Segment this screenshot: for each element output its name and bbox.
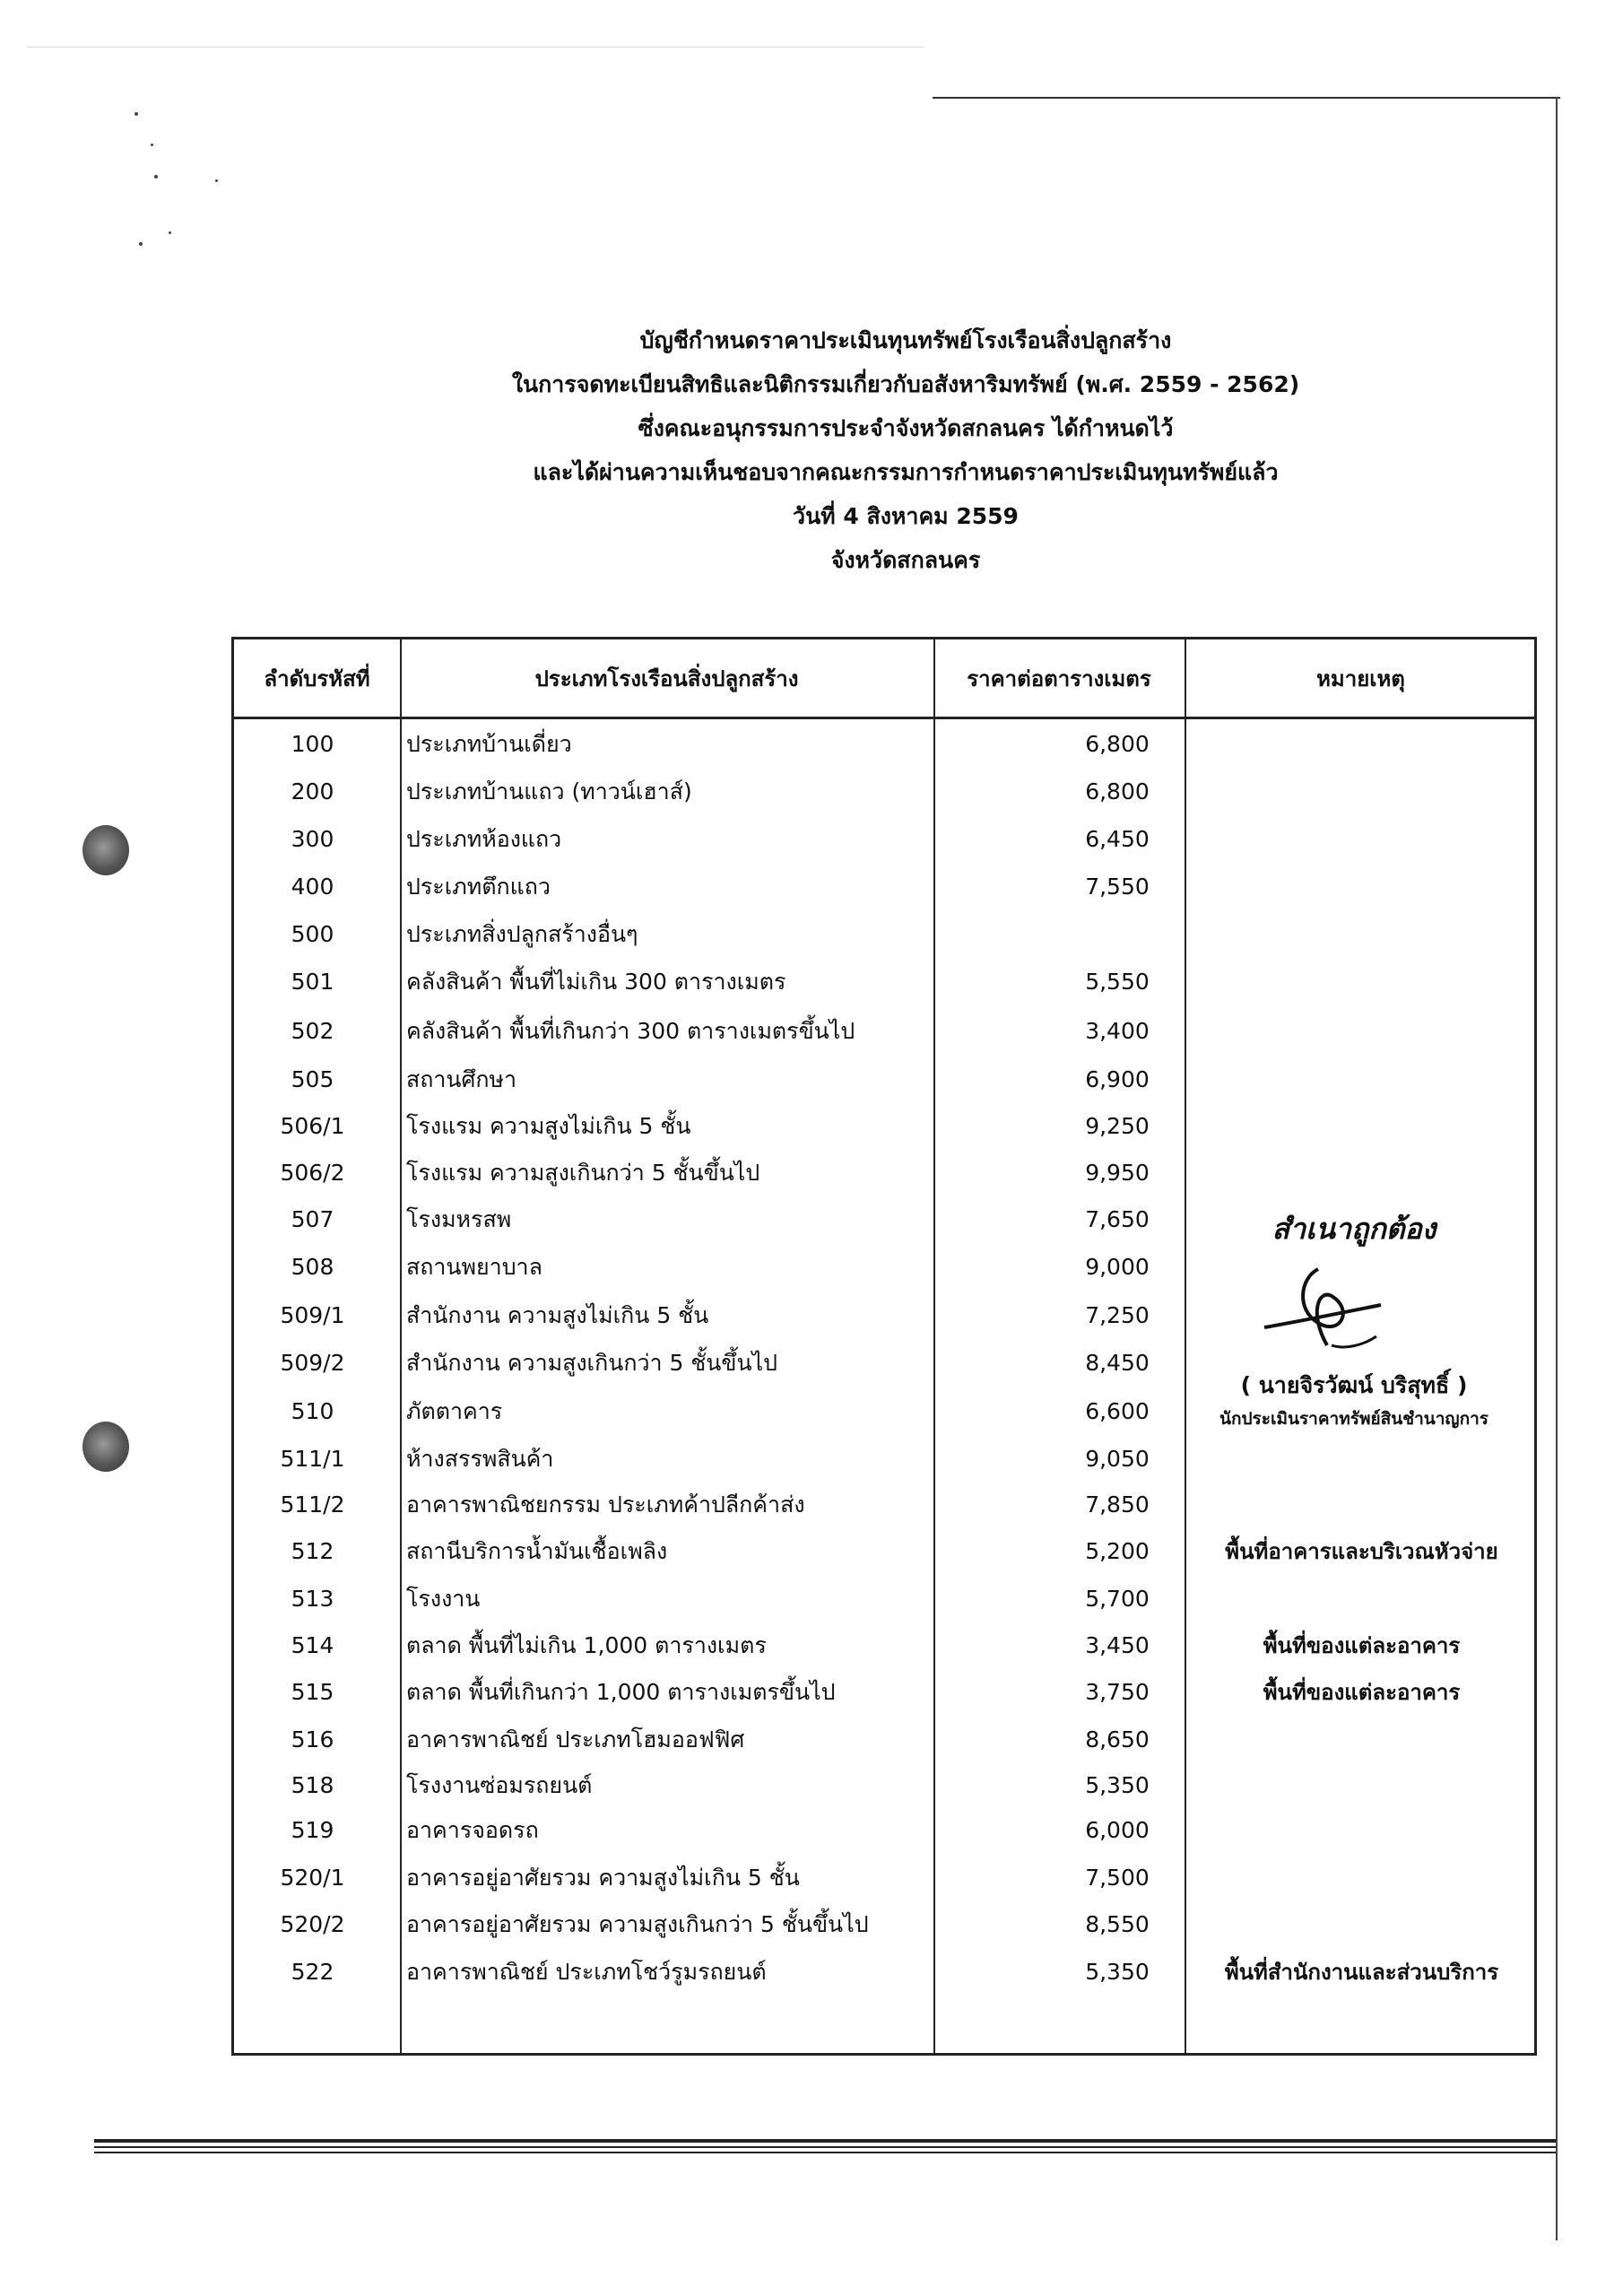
row-code: 513 <box>291 1586 334 1612</box>
row-price: 5,350 <box>1085 1959 1150 1985</box>
certification-stamp <box>1170 1206 1538 1448</box>
right-border-line <box>1556 97 1558 2240</box>
row-price: 5,350 <box>1085 1772 1150 1798</box>
row-type: ห้างสรรพสินค้า <box>406 1445 554 1472</box>
header-price: ราคาต่อตารางเมตร <box>967 665 1151 691</box>
row-note <box>1189 1716 1534 1763</box>
row-price: 3,400 <box>1085 1018 1150 1044</box>
row-price: 7,850 <box>1085 1492 1150 1518</box>
row-price: 8,650 <box>1085 1726 1150 1752</box>
officer-position: นักประเมินราคาทรัพย์สินชำนาญการ <box>1219 1409 1488 1429</box>
province-line: จังหวัดสกลนคร <box>830 547 981 573</box>
header-code: ลำดับรหัสที่ <box>264 665 370 691</box>
document-subtitle: ในการจดทะเบียนสิทธิและนิติกรรมเกี่ยวกับอสังหาริมทรัพย์ (พ.ศ. 2559 - 2562) <box>511 371 1300 397</box>
signature-mark <box>1255 1260 1390 1363</box>
scan-speck <box>169 231 171 234</box>
table-row <box>234 863 1534 910</box>
row-type: ประเภทบ้านแถว (ทาวน์เฮาส์) <box>406 778 692 804</box>
row-note: พื้นที่ของแต่ละอาคาร <box>1263 1680 1461 1705</box>
scan-edge-line <box>27 47 924 48</box>
row-note <box>1189 1007 1534 1055</box>
document-header <box>377 318 1435 582</box>
row-code: 520/2 <box>280 1911 345 1937</box>
scan-speck <box>154 175 158 178</box>
table-row <box>234 815 1534 863</box>
row-price: 7,250 <box>1085 1302 1150 1328</box>
row-price: 6,450 <box>1085 826 1150 852</box>
row-type: โรงงานซ่อมรถยนต์ <box>406 1771 593 1798</box>
row-code: 502 <box>291 1018 334 1044</box>
table-row <box>234 1716 1534 1763</box>
row-type: ประเภทสิ่งปลูกสร้างอื่นๆ <box>406 920 638 947</box>
row-price: 5,200 <box>1085 1538 1150 1564</box>
row-type: สำนักงาน ความสูงเกินกว่า 5 ชั้นขึ้นไป <box>406 1349 778 1376</box>
row-note <box>1189 863 1534 910</box>
table-row <box>234 720 1534 768</box>
row-code: 501 <box>291 969 334 995</box>
row-note <box>1189 1056 1534 1103</box>
row-price: 7,650 <box>1085 1206 1150 1232</box>
table-row <box>234 1948 1534 1996</box>
row-note <box>1189 1102 1534 1150</box>
row-type: ประเภทบ้านเดี่ยว <box>406 730 572 757</box>
row-code: 518 <box>291 1772 334 1798</box>
row-code: 511/2 <box>280 1492 345 1518</box>
row-type: สำนักงาน ความสูงไม่เกิน 5 ชั้น <box>406 1301 709 1328</box>
table-row <box>234 1622 1534 1669</box>
row-code: 508 <box>291 1254 334 1280</box>
row-type: ภัตตาคาร <box>406 1397 503 1424</box>
row-type: สถานศึกษา <box>406 1065 517 1092</box>
row-price: 6,000 <box>1085 1817 1150 1843</box>
row-type: ประเภทห้องแถว <box>406 825 562 852</box>
row-type: สถานพยาบาล <box>406 1253 542 1280</box>
row-type: อาคารพาณิชย์ ประเภทโฮมออฟฟิศ <box>406 1726 745 1752</box>
row-price: 9,050 <box>1085 1446 1150 1472</box>
row-type: โรงแรม ความสูงไม่เกิน 5 ชั้น <box>406 1112 691 1139</box>
row-note <box>1189 1761 1534 1809</box>
row-type: อาคารอยู่อาศัยรวม ความสูงเกินกว่า 5 ชั้นขึ้นไป <box>406 1910 869 1937</box>
row-type: ตลาด พื้นที่เกินกว่า 1,000 ตารางเมตรขึ้นไป <box>406 1678 836 1705</box>
bottom-rule <box>94 2139 1556 2143</box>
row-type: โรงงาน <box>406 1585 481 1612</box>
row-code: 522 <box>291 1959 334 1985</box>
row-price: 9,950 <box>1085 1160 1150 1186</box>
row-note <box>1189 1149 1534 1196</box>
row-code: 516 <box>291 1726 334 1752</box>
row-type: อาคารพาณิชย์ ประเภทโชว์รูมรถยนต์ <box>406 1958 767 1985</box>
row-price: 6,800 <box>1085 778 1150 804</box>
row-price: 6,800 <box>1085 731 1150 757</box>
table-row <box>234 1668 1534 1716</box>
row-price: 3,450 <box>1085 1632 1150 1658</box>
table-row <box>234 1149 1534 1196</box>
date-line: วันที่ 4 สิงหาคม 2559 <box>793 503 1019 529</box>
row-code: 200 <box>291 778 334 804</box>
table-row <box>234 1806 1534 1854</box>
table-row <box>234 1854 1534 1901</box>
row-code: 519 <box>291 1817 334 1843</box>
row-code: 400 <box>291 874 334 900</box>
row-price: 5,700 <box>1085 1586 1150 1612</box>
row-code: 509/1 <box>280 1302 345 1328</box>
row-code: 509/2 <box>280 1350 345 1376</box>
document-title: บัญชีกำหนดราคาประเมินทุนทรัพย์โรงเรือนสิ่งปลูกสร้าง <box>639 327 1172 353</box>
row-type: โรงมหรสพ <box>406 1205 512 1232</box>
row-price: 6,900 <box>1085 1066 1150 1092</box>
scan-speck <box>135 112 138 116</box>
row-code: 520/1 <box>280 1865 345 1891</box>
row-price: 9,000 <box>1085 1254 1150 1280</box>
row-note: พื้นที่อาคารและบริเวณหัวจ่าย <box>1225 1539 1498 1564</box>
bottom-rule <box>94 2146 1556 2148</box>
row-price: 5,550 <box>1085 969 1150 995</box>
row-price: 7,500 <box>1085 1865 1150 1891</box>
row-type: อาคารอยู่อาศัยรวม ความสูงไม่เกิน 5 ชั้น <box>406 1864 800 1891</box>
row-code: 512 <box>291 1538 334 1564</box>
row-code: 500 <box>291 921 334 947</box>
top-border-line <box>933 97 1560 99</box>
header-type: ประเภทโรงเรือนสิ่งปลูกสร้าง <box>534 665 799 691</box>
row-type: คลังสินค้า พื้นที่เกินกว่า 300 ตารางเมตรขึ้นไป <box>406 1017 855 1044</box>
row-note: พื้นที่ของแต่ละอาคาร <box>1263 1633 1461 1658</box>
row-type: อาคารพาณิชยกรรม ประเภทค้าปลีกค้าส่ง <box>406 1491 805 1518</box>
row-type: ตลาด พื้นที่ไม่เกิน 1,000 ตารางเมตร <box>406 1631 767 1658</box>
punch-hole <box>82 825 129 875</box>
row-code: 511/1 <box>280 1446 345 1472</box>
row-code: 514 <box>291 1632 334 1658</box>
table-row <box>234 1056 1534 1103</box>
table-row <box>234 1761 1534 1809</box>
table-row <box>234 1527 1534 1575</box>
header-divider <box>234 717 1534 719</box>
row-type: ประเภทตึกแถว <box>406 873 551 900</box>
row-note <box>1189 1806 1534 1854</box>
table-row <box>234 1900 1534 1948</box>
scan-speck <box>151 144 153 146</box>
table-row <box>234 1575 1534 1622</box>
committee-line: ซึ่งคณะอนุกรรมการประจำจังหวัดสกลนคร ได้กำหนดไว้ <box>638 415 1174 441</box>
row-code: 300 <box>291 826 334 852</box>
table-row <box>234 1102 1534 1150</box>
row-price: 7,550 <box>1085 874 1150 900</box>
row-note <box>1189 1900 1534 1948</box>
row-code: 506/2 <box>280 1160 345 1186</box>
row-price: 6,600 <box>1085 1398 1150 1424</box>
row-note <box>1189 1481 1534 1528</box>
row-price: 8,550 <box>1085 1911 1150 1937</box>
row-note <box>1189 910 1534 958</box>
row-type: สถานีบริการน้ำมันเชื้อเพลิง <box>406 1537 668 1564</box>
approval-line: และได้ผ่านความเห็นชอบจากคณะกรรมการกำหนดราคาประเมินทุนทรัพย์แล้ว <box>533 459 1279 485</box>
row-note <box>1189 1854 1534 1901</box>
row-type: คลังสินค้า พื้นที่ไม่เกิน 300 ตารางเมตร <box>406 968 786 995</box>
row-note <box>1189 958 1534 1005</box>
row-type: โรงแรม ความสูงเกินกว่า 5 ชั้นขึ้นไป <box>406 1159 760 1186</box>
row-code: 507 <box>291 1206 334 1232</box>
row-type: อาคารจอดรถ <box>406 1816 539 1843</box>
row-code: 506/1 <box>280 1113 345 1139</box>
row-code: 505 <box>291 1066 334 1092</box>
row-price: 9,250 <box>1085 1113 1150 1139</box>
row-note: พื้นที่สำนักงานและส่วนบริการ <box>1224 1960 1499 1985</box>
row-note <box>1189 768 1534 815</box>
row-note <box>1189 1575 1534 1622</box>
table-row <box>234 1481 1534 1528</box>
table-row <box>234 910 1534 958</box>
punch-hole <box>82 1422 129 1472</box>
table-row <box>234 1007 1534 1055</box>
certified-copy-label: สำเนาถูกต้อง <box>1271 1212 1436 1246</box>
row-note <box>1189 720 1534 768</box>
row-price: 8,450 <box>1085 1350 1150 1376</box>
scan-speck <box>215 179 218 182</box>
row-code: 510 <box>291 1398 334 1424</box>
scan-speck <box>139 242 143 246</box>
table-row <box>234 958 1534 1005</box>
officer-name: ( นายจิรวัฒน์ บริสุทธิ์ ) <box>1240 1372 1468 1398</box>
row-code: 515 <box>291 1679 334 1705</box>
bottom-rule <box>94 2152 1556 2153</box>
row-code: 100 <box>291 731 334 757</box>
row-note <box>1189 815 1534 863</box>
header-note: หมายเหตุ <box>1316 665 1405 691</box>
table-row <box>234 768 1534 815</box>
row-price: 3,750 <box>1085 1679 1150 1705</box>
